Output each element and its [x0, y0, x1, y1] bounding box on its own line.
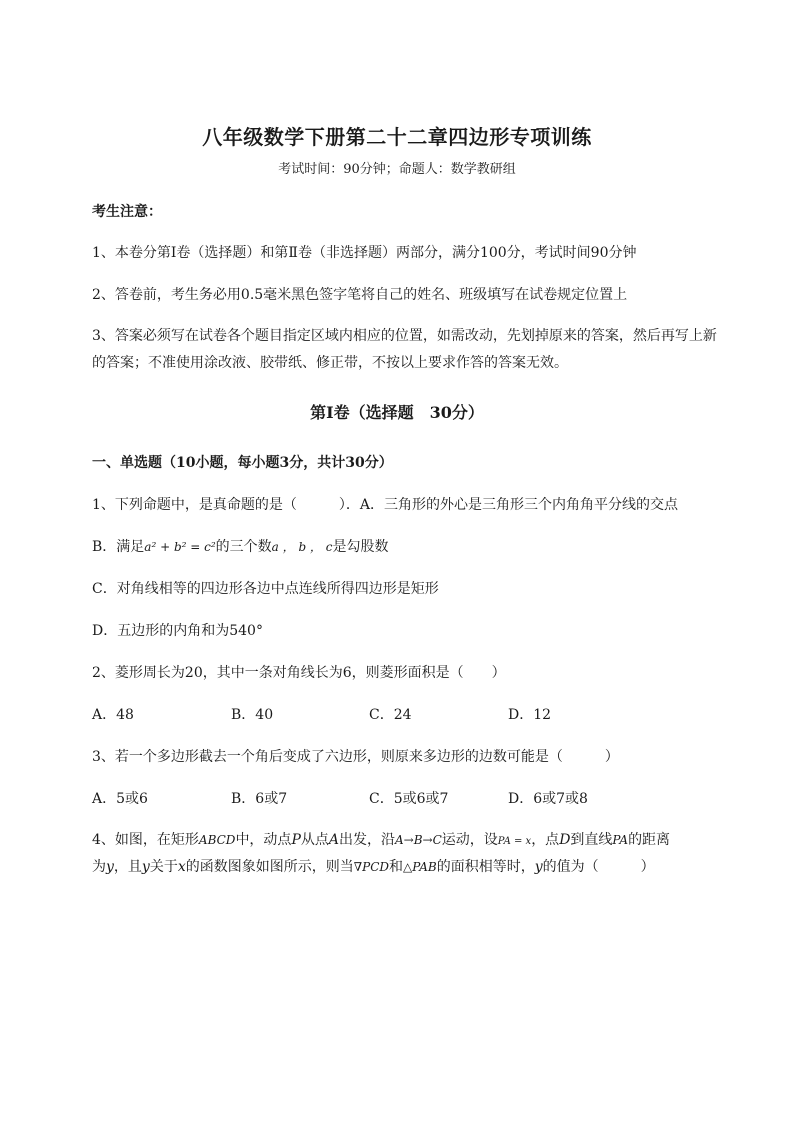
q4-math-p: P [291, 832, 301, 848]
q4-text: 4、如图，在矩形 [92, 832, 199, 848]
option-b-mid: 的三个数 [215, 539, 272, 555]
q4-text: ，且 [113, 859, 142, 875]
q4-math-a: A [328, 832, 339, 848]
option-b-suffix: 是勾股数 [332, 539, 389, 555]
part-heading: 一、单选题（10小题，每小题3分，共计30分） [92, 455, 393, 471]
section-title: 第I卷（选择题 30分） [310, 403, 484, 422]
question-1-option-c: C．对角线相等的四边形各边中点连线所得四边形是矩形 [92, 581, 439, 597]
q4-math-pcd: ∇PCD [353, 860, 390, 874]
q4-math-rect: ABCD [198, 833, 236, 847]
q4-text: 中，动点 [235, 832, 292, 848]
notice-heading: 考生注意： [92, 204, 162, 220]
q4-text: ，点 [531, 832, 560, 848]
question-1-option-d: D．五边形的内角和为540° [92, 623, 263, 639]
q4-math-path: A→B→C [394, 833, 442, 847]
q4-text: 为 [92, 859, 106, 875]
question-4-line-1 [92, 829, 742, 849]
q4-text: 的值为（ ） [542, 859, 655, 875]
question-3-stem: 3、若一个多边形截去一个角后变成了六边形，则原来多边形的边数可能是（ ） [92, 749, 619, 765]
q4-math-pa: PA = x [497, 836, 532, 847]
exam-info: 考试时间：90分钟；命题人：数学教研组 [278, 162, 516, 177]
option-d: D．6或7或8 [508, 791, 588, 807]
q4-text: 的函数图象如图所示，则当 [185, 859, 354, 875]
option-b-prefix: B．满足 [92, 539, 145, 555]
q4-math-pa2: PA [612, 833, 629, 847]
option-c: C．5或6或7 [369, 791, 449, 807]
q4-math-y: y [534, 859, 543, 875]
question-1-option-b [92, 536, 742, 556]
option-b: B．40 [231, 707, 274, 723]
option-c: C．24 [369, 707, 412, 723]
pythagorean-formula: a² + b² = c² [144, 540, 216, 554]
q4-text: 运动，设 [441, 832, 498, 848]
option-a: A．48 [92, 707, 134, 723]
notice-item: 2、答卷前，考生务必用0.5毫米黑色签字笔将自己的姓名、班级填写在试卷规定位置上 [92, 287, 628, 303]
q4-text: 关于 [149, 859, 178, 875]
q4-text: 出发，沿 [338, 832, 395, 848]
q4-math-x: x [177, 859, 186, 875]
notice-item: 3、答案必须写在试卷各个题目指定区域内相应的位置，如需改动，先划掉原来的答案，然后再写上新 [92, 328, 717, 344]
question-1-stem: 1、下列命题中，是真命题的是（ ）．A．三角形的外心是三角形三个内角角平分线的交点 [92, 497, 679, 513]
q4-math-y: y [106, 859, 114, 875]
q4-math-pab: △PAB [403, 860, 437, 874]
q4-math-y: y [141, 859, 150, 875]
q4-text: 到直线 [570, 832, 613, 848]
question-2-stem: 2、菱形周长为20，其中一条对角线长为6，则菱形面积是（ ） [92, 665, 506, 681]
q4-math-d: D [559, 832, 571, 848]
q4-text: 从点 [300, 832, 329, 848]
q4-text: 和 [389, 859, 404, 875]
option-d: D．12 [508, 707, 552, 723]
page-title: 八年级数学下册第二十二章四边形专项训练 [202, 125, 592, 149]
option-b-vars: a ， b ， c [271, 540, 333, 554]
option-b: B．6或7 [231, 791, 288, 807]
option-a: A．5或6 [92, 791, 148, 807]
q4-text: 的距离 [628, 832, 671, 848]
q4-text: 的面积相等时， [436, 859, 535, 875]
notice-item: 1、本卷分第I卷（选择题）和第Ⅱ卷（非选择题）两部分，满分100分，考试时间90分钟 [92, 245, 637, 261]
notice-item: 的答案；不准使用涂改液、胶带纸、修正带，不按以上要求作答的答案无效。 [92, 355, 568, 371]
question-4-line-2 [92, 856, 742, 876]
